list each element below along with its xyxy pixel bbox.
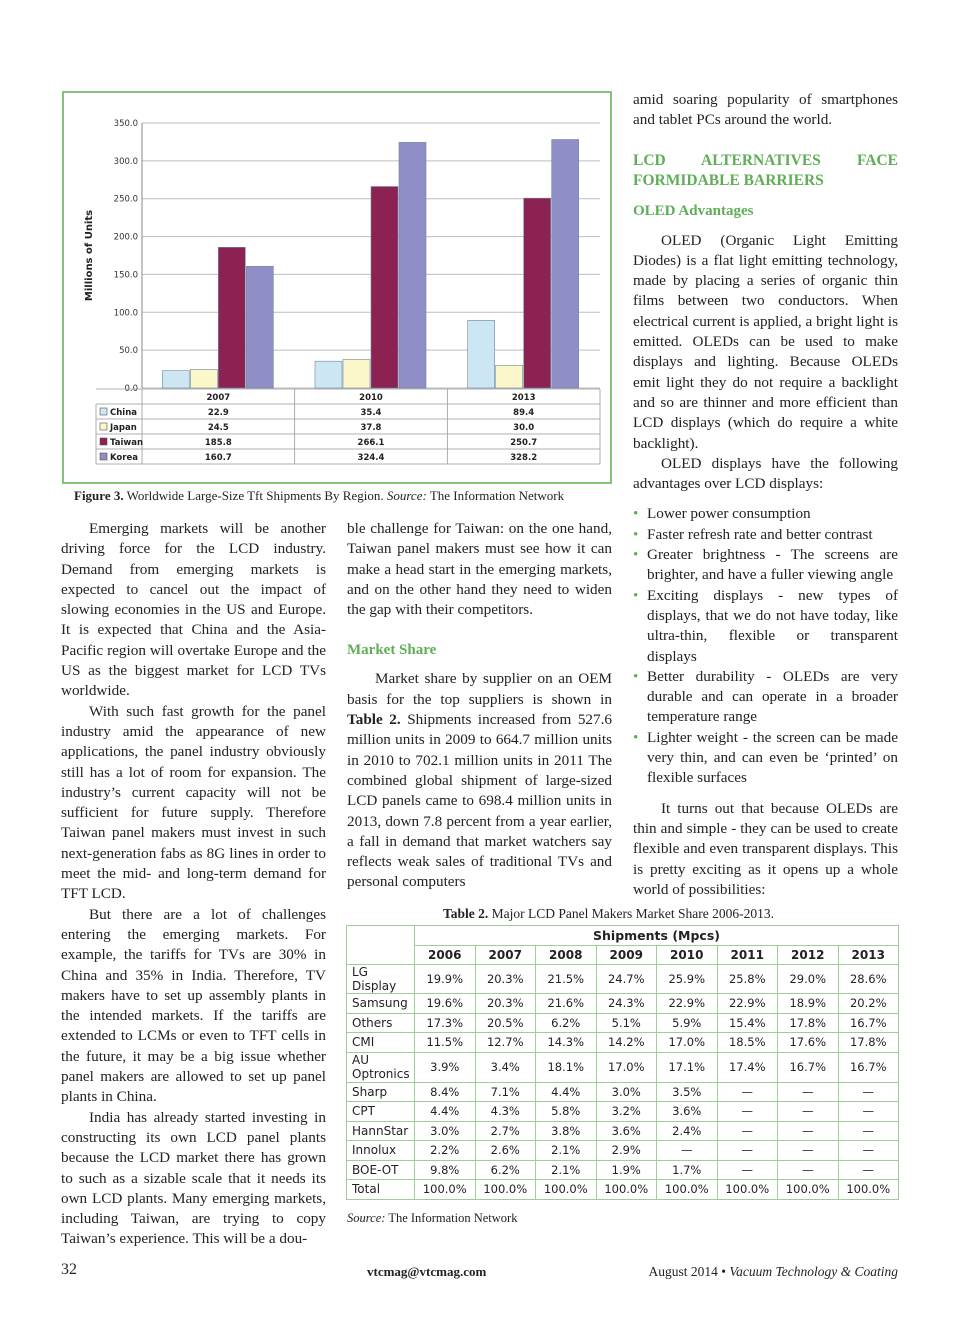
table-cell: 9.8% bbox=[415, 1160, 476, 1180]
subsection-heading-oled-advantages: OLED Advantages bbox=[633, 202, 754, 219]
table-cell: 3.6% bbox=[596, 1121, 657, 1141]
table-cell: 7.1% bbox=[475, 1082, 536, 1102]
x-tick-label: 2007 bbox=[206, 393, 231, 403]
bar-china bbox=[468, 320, 495, 388]
bar-korea bbox=[552, 140, 579, 388]
table-row bbox=[347, 1141, 899, 1161]
data-label: 35.4 bbox=[360, 408, 382, 418]
bar-taiwan bbox=[218, 247, 245, 388]
table-cell: 18.9% bbox=[778, 994, 839, 1014]
year-header: 2013 bbox=[838, 945, 899, 965]
paragraph: ble challenge for Taiwan: on the one hand, Taiwan panel makers must see how it can make a head start in the emerging markets, and on the other hand they need to widen the gap with their competitors. bbox=[347, 520, 612, 619]
legend-label: Japan bbox=[110, 423, 137, 433]
table-cell: 8.4% bbox=[415, 1082, 476, 1102]
figure-label: Figure 3. bbox=[74, 488, 124, 503]
table-cell: — bbox=[717, 1141, 778, 1161]
table-cell: 15.4% bbox=[717, 1013, 778, 1033]
table-cell: 16.7% bbox=[838, 1013, 899, 1033]
footer-date: August 2014 bbox=[648, 1264, 718, 1279]
table-cell: — bbox=[778, 1121, 839, 1141]
table-cell: — bbox=[838, 1121, 899, 1141]
table-cell: 3.0% bbox=[596, 1082, 657, 1102]
y-axis-label: Millions of Units bbox=[84, 209, 95, 302]
table-cell: — bbox=[778, 1160, 839, 1180]
paragraph: amid soaring popularity of smartphones and tablet PCs around the world. bbox=[633, 91, 898, 129]
table-cell: 3.0% bbox=[415, 1121, 476, 1141]
table-row bbox=[347, 1180, 899, 1200]
bar-china bbox=[162, 371, 189, 388]
y-tick-label: 150.0 bbox=[113, 270, 138, 281]
table-cell: 20.2% bbox=[838, 994, 899, 1014]
table-cell: 5.1% bbox=[596, 1013, 657, 1033]
table-cell: 100.0% bbox=[536, 1180, 597, 1200]
table-group-header-row bbox=[347, 926, 899, 946]
table-row bbox=[347, 994, 899, 1014]
y-tick-label: 100.0 bbox=[113, 308, 138, 319]
table-cell: 18.5% bbox=[717, 1033, 778, 1053]
year-header: 2007 bbox=[475, 945, 536, 965]
legend-swatch-china bbox=[100, 408, 107, 415]
y-tick-label: 200.0 bbox=[113, 232, 138, 243]
table-caption bbox=[443, 905, 774, 922]
table-cell: — bbox=[717, 1082, 778, 1102]
table-cell: 16.7% bbox=[838, 1052, 899, 1082]
table-cell: 100.0% bbox=[717, 1180, 778, 1200]
market-share-table bbox=[346, 925, 899, 1200]
legend-swatch-korea bbox=[100, 453, 107, 460]
paragraph: With such fast growth for the panel industry amid the appearance of new applications, the panel industry obviously still has a lot of room for expansion. The industry’s current capacity will not be sufficient for future supply. Therefore Taiwan panel makers must invest in such next-generation fabs as 8G lines in order to meet the mid- and long-term demand for TFT LCD. bbox=[61, 702, 326, 903]
data-label: 22.9 bbox=[207, 408, 229, 418]
table-cell: 29.0% bbox=[778, 965, 839, 994]
table-cell: 100.0% bbox=[475, 1180, 536, 1200]
y-tick-label: 250.0 bbox=[113, 194, 138, 205]
table-row bbox=[347, 1121, 899, 1141]
legend-label: China bbox=[110, 408, 137, 418]
table-cell: 6.2% bbox=[475, 1160, 536, 1180]
table-cell: 5.8% bbox=[536, 1102, 597, 1122]
paragraph: India has already started investing in constructing its own LCD panel plants because the LCD market there has grown to such as a sizable scale that it needs its own LCD plants. Many emerging markets, including Taiwan, are trying to copy Taiwan’s experience. This will be a dou- bbox=[61, 1108, 326, 1248]
table-reference: Table 2. bbox=[347, 711, 401, 729]
table-row bbox=[347, 1102, 899, 1122]
bar-korea bbox=[246, 266, 273, 388]
table-label: Table 2. bbox=[443, 906, 489, 921]
table-cell: 100.0% bbox=[415, 1180, 476, 1200]
table-year-header-row bbox=[347, 945, 899, 965]
data-label: 185.8 bbox=[204, 438, 232, 448]
footer-email: vtcmag@vtcmag.com bbox=[367, 1264, 487, 1279]
table-cell: 3.9% bbox=[415, 1052, 476, 1082]
table-cell: 100.0% bbox=[778, 1180, 839, 1200]
table-cell: 2.2% bbox=[415, 1141, 476, 1161]
shipments-header: Shipments (Mpcs) bbox=[415, 926, 899, 946]
table-cell: 21.6% bbox=[536, 994, 597, 1014]
paragraph: But there are a lot of challenges entering the emerging markets. For example, the tariffs for TVs are 30% in China and 35% in India. Therefore, TV makers have to set up assembly plants in the intended markets. If the tariffs are extended to LCMs or even to TFT cells in the future, it may be a big issue whether panel makers are allowed to set up panel plants in China. bbox=[61, 905, 326, 1106]
table-row bbox=[347, 1160, 899, 1180]
page-number: 32 bbox=[61, 1261, 77, 1278]
y-tick-label: 300.0 bbox=[113, 156, 138, 167]
data-label: 328.2 bbox=[510, 453, 538, 463]
row-label: Total bbox=[347, 1180, 415, 1200]
table-cell: — bbox=[717, 1160, 778, 1180]
table-cell: 1.7% bbox=[657, 1160, 718, 1180]
table-cell: 2.7% bbox=[475, 1121, 536, 1141]
x-tick-label: 2013 bbox=[511, 393, 536, 403]
table-cell: 4.4% bbox=[536, 1082, 597, 1102]
table-cell: 11.5% bbox=[415, 1033, 476, 1053]
paragraph: OLED (Organic Light Emitting Diodes) is a flat light emitting technology, made by placing a series of organic thin films between two conductors. When electrical current is applied, a bright light is emitted. OLEDs can be used to make displays and lighting. Because OLEDs emit light they do not require a backlight and so are thinner and more efficient than LCD displays (which do require a white backlight). bbox=[633, 231, 898, 452]
table-source bbox=[347, 1211, 517, 1226]
table-cell: 20.3% bbox=[475, 994, 536, 1014]
table-cell: 14.2% bbox=[596, 1033, 657, 1053]
paragraph: OLED displays have the following advantages over LCD displays: bbox=[633, 454, 898, 493]
table-cell: 3.2% bbox=[596, 1102, 657, 1122]
data-label: 250.7 bbox=[510, 438, 538, 448]
row-label: Innolux bbox=[347, 1141, 415, 1161]
column-2 bbox=[347, 519, 612, 893]
table-cell: 17.3% bbox=[415, 1013, 476, 1033]
table-cell: 100.0% bbox=[596, 1180, 657, 1200]
data-label: 266.1 bbox=[357, 438, 385, 448]
table-cell: 16.7% bbox=[778, 1052, 839, 1082]
list-item: • Faster refresh rate and better contrast bbox=[633, 525, 898, 545]
table-source-text: The Information Network bbox=[388, 1211, 518, 1225]
list-item: • Greater brightness - The screens are brighter, and have a fuller viewing angle bbox=[633, 545, 898, 586]
table-cell: 20.3% bbox=[475, 965, 536, 994]
table-corner-cell bbox=[347, 926, 415, 965]
table-cell: 2.6% bbox=[475, 1141, 536, 1161]
table-cell: — bbox=[778, 1082, 839, 1102]
column-3 bbox=[633, 90, 898, 900]
table-cell: — bbox=[778, 1102, 839, 1122]
table-cell: 14.3% bbox=[536, 1033, 597, 1053]
table-cell: — bbox=[838, 1082, 899, 1102]
list-item: • Better durability - OLEDs are very durable and can operate in a broader temperature range bbox=[633, 667, 898, 728]
row-label: AU Optronics bbox=[347, 1052, 415, 1082]
figure-source-label: Source: bbox=[386, 488, 427, 503]
table-caption-text: Major LCD Panel Makers Market Share 2006-2013. bbox=[491, 906, 774, 921]
paragraph bbox=[347, 669, 612, 892]
table-cell: 3.8% bbox=[536, 1121, 597, 1141]
table-cell: — bbox=[838, 1102, 899, 1122]
y-tick-label: 350.0 bbox=[113, 119, 138, 129]
table-cell: — bbox=[838, 1160, 899, 1180]
table-row bbox=[347, 1082, 899, 1102]
row-label: CMI bbox=[347, 1033, 415, 1053]
figure-source-text: The Information Network bbox=[429, 488, 565, 503]
table-cell: 19.6% bbox=[415, 994, 476, 1014]
table-cell: 17.4% bbox=[717, 1052, 778, 1082]
y-tick-label: 0.0 bbox=[124, 384, 138, 394]
table-cell: — bbox=[657, 1141, 718, 1161]
table-cell: 17.8% bbox=[838, 1033, 899, 1053]
bar-china bbox=[315, 361, 342, 388]
year-header: 2006 bbox=[415, 945, 476, 965]
bar-japan bbox=[343, 359, 370, 388]
data-label: 324.4 bbox=[357, 453, 385, 463]
table-cell: 4.3% bbox=[475, 1102, 536, 1122]
column-1 bbox=[61, 519, 326, 1250]
year-header: 2012 bbox=[778, 945, 839, 965]
year-header: 2009 bbox=[596, 945, 657, 965]
table-cell: 5.9% bbox=[657, 1013, 718, 1033]
table-cell: — bbox=[717, 1121, 778, 1141]
bar-taiwan bbox=[371, 187, 398, 388]
table-cell: — bbox=[717, 1102, 778, 1122]
table-cell: — bbox=[778, 1141, 839, 1161]
table-cell: 2.9% bbox=[596, 1141, 657, 1161]
footer-bullet: • bbox=[721, 1264, 726, 1279]
legend-label: Taiwan bbox=[110, 438, 143, 448]
bar-japan bbox=[496, 365, 523, 388]
legend-label: Korea bbox=[110, 453, 138, 463]
table-cell: 20.5% bbox=[475, 1013, 536, 1033]
table-cell: 1.9% bbox=[596, 1160, 657, 1180]
table-cell: 2.4% bbox=[657, 1121, 718, 1141]
row-label: HannStar bbox=[347, 1121, 415, 1141]
section-heading-lcd-alternatives: LCD ALTERNATIVES FACE FORMIDABLE BARRIERS bbox=[633, 151, 898, 189]
row-label: Samsung bbox=[347, 994, 415, 1014]
table-cell: 2.1% bbox=[536, 1141, 597, 1161]
table-cell: 12.7% bbox=[475, 1033, 536, 1053]
advantages-list bbox=[633, 504, 898, 788]
table-row bbox=[347, 1052, 899, 1082]
list-item: • Exciting displays - new types of displays, that we do not have today, like ultra-thin, flexible or transparent displays bbox=[633, 586, 898, 667]
paragraph-text: Shipments increased from 527.6 million units in 2009 to 664.7 million units in 2010 to 702.1 million units in 2011 The combined global shipment of large-sized LCD panels came to 698.4 million units in 2013, down 7.8 percent from a year earlier, a fall in demand that market watchers say reflects weak sales of traditional TVs and personal computers bbox=[347, 711, 612, 891]
row-label: Others bbox=[347, 1013, 415, 1033]
bar-korea bbox=[399, 142, 426, 388]
table-cell: 100.0% bbox=[657, 1180, 718, 1200]
table-cell: 3.4% bbox=[475, 1052, 536, 1082]
table-row bbox=[347, 1033, 899, 1053]
table-cell: 22.9% bbox=[717, 994, 778, 1014]
bar-taiwan bbox=[524, 198, 551, 388]
table-cell: 21.5% bbox=[536, 965, 597, 994]
table-cell: 3.5% bbox=[657, 1082, 718, 1102]
table-row bbox=[347, 965, 899, 994]
row-label: Sharp bbox=[347, 1082, 415, 1102]
figure-3 bbox=[62, 91, 612, 484]
table-cell: 19.9% bbox=[415, 965, 476, 994]
market-share-table-wrap bbox=[346, 925, 899, 1200]
table-cell: 2.1% bbox=[536, 1160, 597, 1180]
row-label: CPT bbox=[347, 1102, 415, 1122]
footer-publication-info bbox=[649, 1264, 899, 1280]
table-body bbox=[347, 965, 899, 1200]
year-header: 2010 bbox=[657, 945, 718, 965]
table-cell: 100.0% bbox=[838, 1180, 899, 1200]
table-cell: 17.6% bbox=[778, 1033, 839, 1053]
data-label: 24.5 bbox=[207, 423, 229, 433]
table-cell: 25.9% bbox=[657, 965, 718, 994]
list-item: • Lower power consumption bbox=[633, 504, 898, 524]
table-cell: 18.1% bbox=[536, 1052, 597, 1082]
y-tick-label: 50.0 bbox=[119, 346, 138, 357]
figure-caption bbox=[74, 488, 614, 504]
table-cell: 22.9% bbox=[657, 994, 718, 1014]
data-label: 89.4 bbox=[513, 408, 535, 418]
table-cell: 24.7% bbox=[596, 965, 657, 994]
legend-swatch-japan bbox=[100, 423, 107, 430]
table-cell: 4.4% bbox=[415, 1102, 476, 1122]
data-label: 37.8 bbox=[360, 423, 382, 433]
table-cell: 17.8% bbox=[778, 1013, 839, 1033]
figure-caption-text: Worldwide Large-Size Tft Shipments By Region. bbox=[126, 488, 384, 503]
legend-swatch-taiwan bbox=[100, 438, 107, 445]
year-header: 2008 bbox=[536, 945, 597, 965]
row-label: LG Display bbox=[347, 965, 415, 994]
paragraph: Emerging markets will be another driving force for the LCD industry. Demand from emerging markets is expected to cancel out the impact of slowing economies in the US and Europe. It is expected that China and the Asia-Pacific region will overtake Europe and the US as the biggest market for LCD TVs worldwide. bbox=[61, 520, 326, 700]
table-cell: 24.3% bbox=[596, 994, 657, 1014]
table-cell: 3.6% bbox=[657, 1102, 718, 1122]
paragraph-text: Market share by supplier on an OEM basis for the top suppliers is shown in bbox=[347, 670, 612, 708]
year-header: 2011 bbox=[717, 945, 778, 965]
bar-chart bbox=[64, 93, 610, 482]
footer-publication: Vacuum Technology & Coating bbox=[729, 1264, 898, 1279]
section-heading-market-share: Market Share bbox=[347, 642, 437, 659]
table-cell: 25.8% bbox=[717, 965, 778, 994]
paragraph: It turns out that because OLEDs are thin and simple - they can be used to create flexible and even transparent displays. This is pretty exciting as it opens up a whole world of possibilities: bbox=[633, 799, 898, 898]
table-cell: 17.0% bbox=[596, 1052, 657, 1082]
table-cell: 28.6% bbox=[838, 965, 899, 994]
table-cell: — bbox=[838, 1141, 899, 1161]
list-item: • Lighter weight - the screen can be made very thin, and can even be ‘printed’ on flexible surfaces bbox=[633, 728, 898, 789]
data-label: 30.0 bbox=[513, 423, 535, 433]
data-label: 160.7 bbox=[204, 453, 232, 463]
table-row bbox=[347, 1013, 899, 1033]
table-cell: 17.0% bbox=[657, 1033, 718, 1053]
row-label: BOE-OT bbox=[347, 1160, 415, 1180]
table-source-label: Source: bbox=[347, 1211, 386, 1225]
x-tick-label: 2010 bbox=[359, 393, 383, 403]
bar-japan bbox=[190, 369, 217, 388]
table-cell: 17.1% bbox=[657, 1052, 718, 1082]
table-cell: 6.2% bbox=[536, 1013, 597, 1033]
